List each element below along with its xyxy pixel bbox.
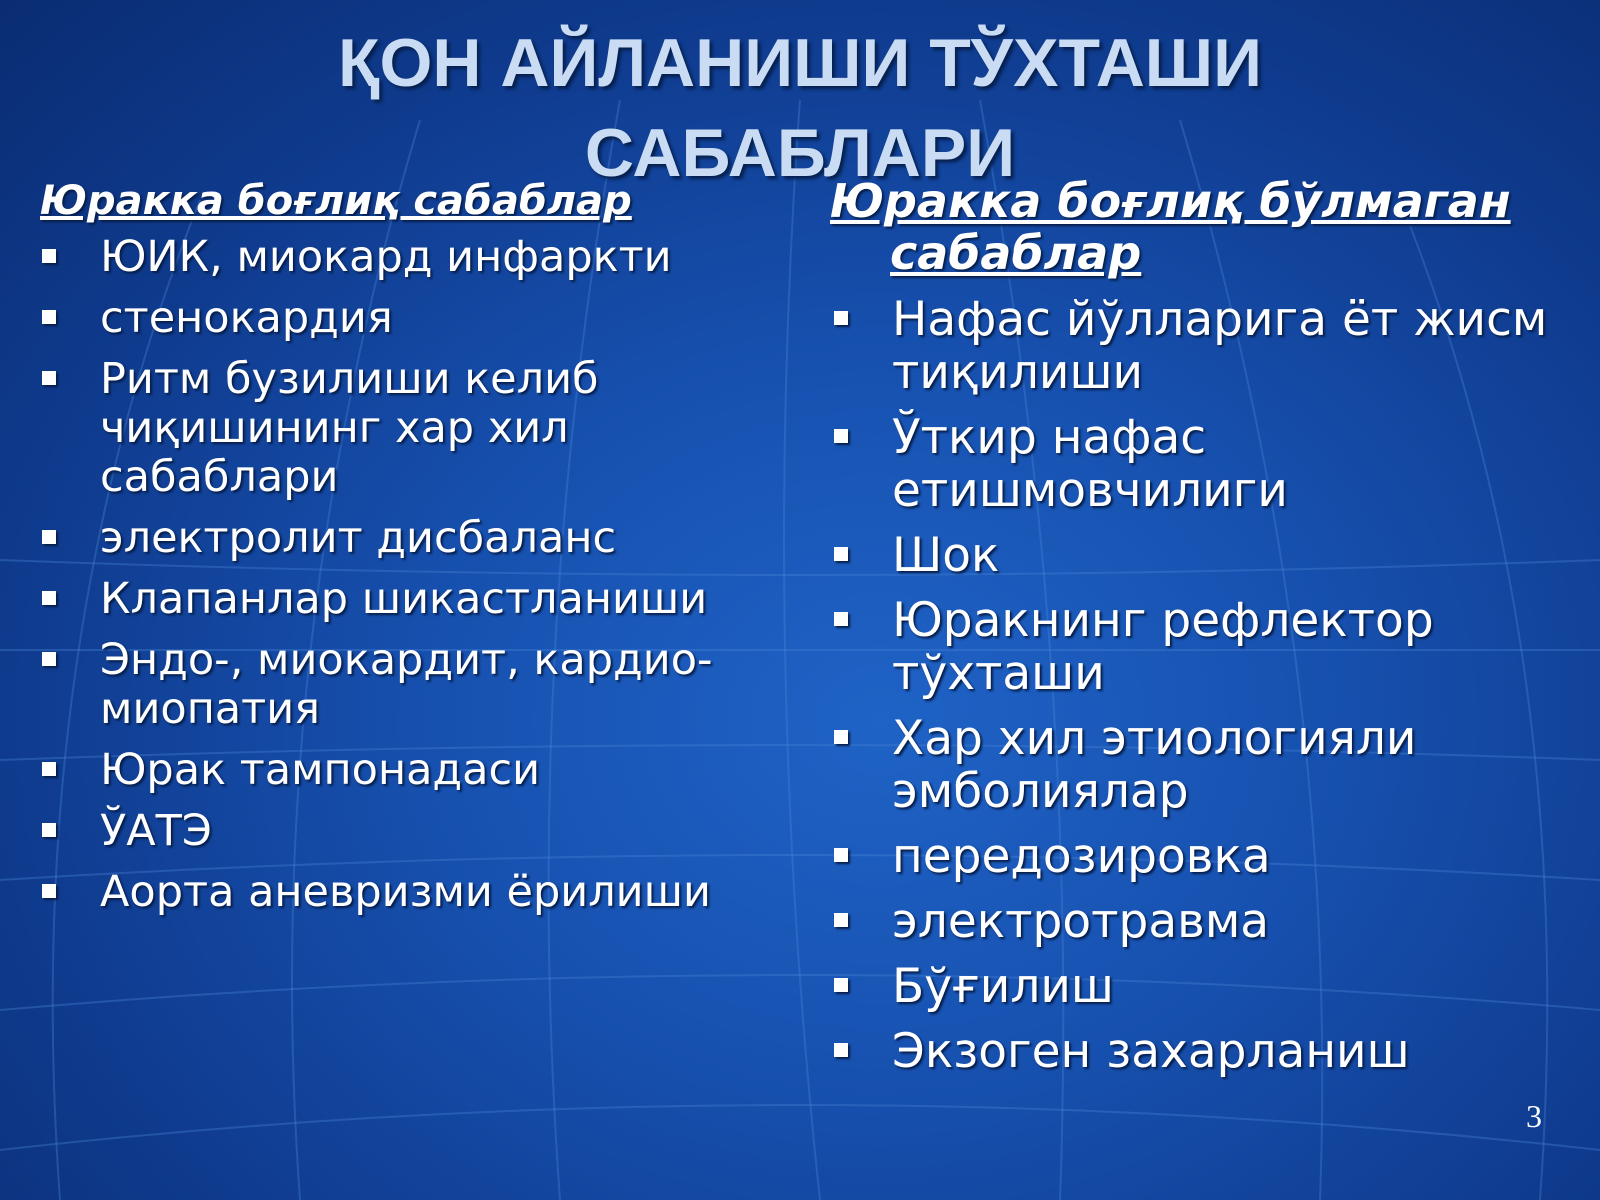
list-item	[40, 355, 800, 502]
list-item	[40, 514, 800, 563]
list-item-label: электролит дисбаланс	[100, 513, 617, 563]
list-item	[40, 868, 800, 917]
list-item	[40, 294, 800, 343]
list-item-label: ЎАТЭ	[100, 806, 212, 856]
slide-title-line-2: САБАБЛАРИ	[584, 115, 1016, 191]
square-bullet-icon	[42, 371, 56, 385]
left-column	[40, 175, 800, 929]
right-column-heading: Юракка боғлиқ бўлмаган сабаблар	[830, 174, 1511, 280]
square-bullet-icon	[834, 429, 848, 443]
list-item	[40, 636, 800, 734]
square-bullet-icon	[42, 762, 56, 776]
square-bullet-icon	[834, 848, 848, 862]
square-bullet-icon	[42, 652, 56, 666]
list-item	[830, 830, 1560, 883]
list-item-label: Ритм бузилиши келиб чиқишининг хар хил сабаблари	[100, 354, 599, 502]
right-column	[830, 175, 1560, 1090]
square-bullet-icon	[42, 591, 56, 605]
list-item-label: Шок	[892, 528, 1000, 583]
left-cause-list	[40, 233, 800, 917]
list-item	[830, 293, 1560, 399]
list-item	[40, 807, 800, 856]
square-bullet-icon	[42, 823, 56, 837]
square-bullet-icon	[42, 249, 56, 263]
list-item	[830, 1025, 1560, 1078]
list-item	[40, 233, 800, 282]
list-item-label: Ўткир нафас етишмовчилиги	[892, 410, 1288, 518]
list-item	[830, 411, 1560, 517]
slide-title	[100, 18, 1500, 198]
list-item	[830, 529, 1560, 582]
list-item-label: Эндо-, миокардит, кардио-миопатия	[100, 635, 713, 734]
slide-title-line-1: ҚОН АЙЛАНИШИ ТЎХТАШИ	[337, 25, 1263, 101]
list-item	[830, 960, 1560, 1013]
square-bullet-icon	[834, 311, 848, 325]
list-item-label: Нафас йўлларига ёт жисм тиқилиши	[892, 292, 1548, 400]
list-item	[830, 712, 1560, 818]
list-item-label: Бўғилиш	[892, 959, 1114, 1014]
list-item-label: ЮИК, миокард инфаркти	[100, 232, 672, 282]
square-bullet-icon	[42, 530, 56, 544]
square-bullet-icon	[42, 310, 56, 324]
square-bullet-icon	[834, 1043, 848, 1057]
list-item-label: Аорта аневризми ёрилиши	[100, 867, 711, 917]
list-item	[40, 575, 800, 624]
left-column-heading: Юракка боғлиқ сабаблар	[40, 178, 632, 224]
page-number: 3	[1526, 1098, 1542, 1134]
right-cause-list	[830, 293, 1560, 1078]
list-item-label: Хар хил этиологияли эмболиялар	[892, 711, 1417, 819]
list-item	[830, 895, 1560, 948]
square-bullet-icon	[834, 612, 848, 626]
list-item-label: стенокардия	[100, 293, 393, 343]
list-item	[40, 746, 800, 795]
list-item-label: Экзоген захарланиш	[892, 1024, 1410, 1079]
list-item-label: Клапанлар шикастланиши	[100, 574, 708, 624]
list-item	[830, 594, 1560, 700]
square-bullet-icon	[834, 913, 848, 927]
list-item-label: электротравма	[892, 894, 1270, 949]
list-item-label: Юракнинг рефлектор тўхташи	[892, 593, 1434, 701]
square-bullet-icon	[834, 978, 848, 992]
list-item-label: передозировка	[892, 829, 1271, 884]
list-item-label: Юрак тампонадаси	[100, 745, 541, 795]
square-bullet-icon	[834, 730, 848, 744]
square-bullet-icon	[834, 547, 848, 561]
square-bullet-icon	[42, 884, 56, 898]
